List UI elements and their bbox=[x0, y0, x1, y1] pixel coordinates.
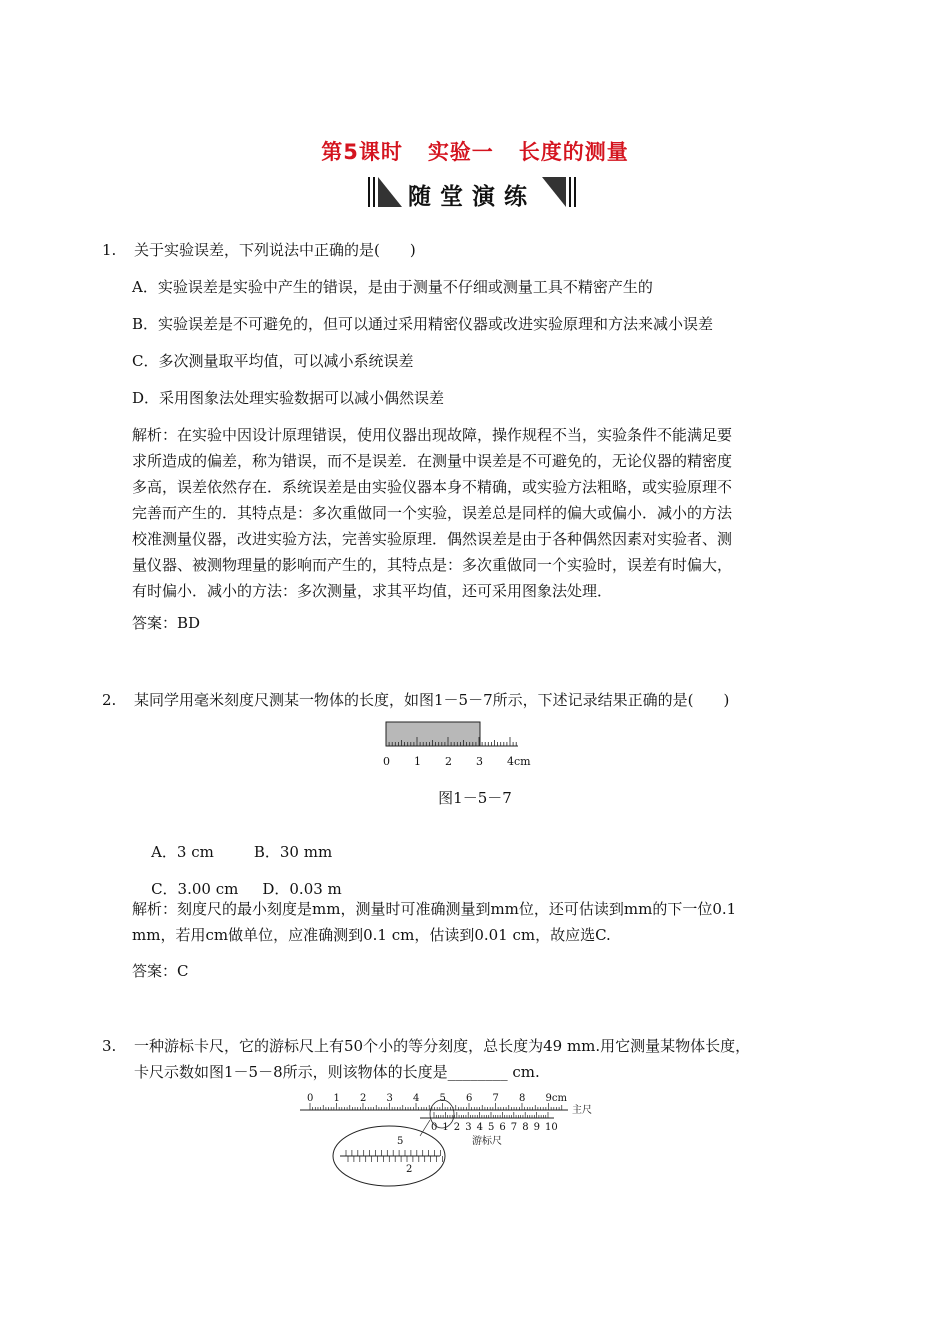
q2-answer: 答案：C bbox=[132, 962, 189, 980]
q2-analysis bbox=[132, 896, 812, 948]
vernier-tick-label: 7 bbox=[510, 1122, 518, 1133]
ruler-tick-label: 0 bbox=[383, 755, 390, 768]
title-experiment: 实验一 bbox=[427, 140, 494, 164]
main-scale-tick-label: 9cm bbox=[545, 1093, 567, 1104]
vernier-tick-label: 1 bbox=[442, 1122, 449, 1133]
vernier-diagram bbox=[296, 1092, 606, 1192]
main-scale-tick-label: 8 bbox=[519, 1093, 526, 1104]
q1-option-a: A．实验误差是实验中产生的错误，是由于测量不仔细或测量工具不精密产生的 bbox=[132, 278, 653, 296]
stem-line: 卡尺示数如图1－5－8所示，则该物体的长度是________ cm. bbox=[134, 1063, 540, 1081]
main-scale-tick-label: 4 bbox=[413, 1093, 420, 1104]
analysis-line: 校准测量仪器，改进实验方法，完善实验原理．偶然误差是由于各种偶然因素对实验者、测 bbox=[132, 530, 733, 548]
question-3-stem bbox=[134, 1033, 834, 1085]
title-topic: 长度的测量 bbox=[518, 140, 629, 164]
vernier-tick-label: 0 bbox=[431, 1122, 438, 1133]
question-2-stem: 某同学用毫米刻度尺测某一物体的长度，如图1－5－7所示，下述记录结果正确的是( ) bbox=[134, 691, 730, 709]
stem-line: 一种游标卡尺，它的游标尺上有50个小的等分刻度，总长度为49 mm.用它测量某物体长度， bbox=[134, 1037, 751, 1055]
analysis-line: 解析：刻度尺的最小刻度是mm，测量时可准确测量到mm位，还可估读到mm的下一位0.1 bbox=[132, 900, 737, 918]
main-scale-tick-label: 2 bbox=[360, 1093, 367, 1104]
q2-option-a: A．3 cm bbox=[151, 843, 214, 861]
figure-caption: 图1－5－7 bbox=[438, 789, 512, 807]
vernier-scale-label: 游标尺 bbox=[472, 1136, 502, 1147]
ruler-tick-label: 4cm bbox=[507, 755, 531, 768]
q1-answer: 答案：BD bbox=[132, 614, 201, 632]
ruler-tick-label: 1 bbox=[414, 755, 421, 768]
title-lesson: 第5课时 bbox=[321, 140, 403, 164]
vernier-tick-label: 2 bbox=[453, 1122, 461, 1133]
main-scale-tick-label: 6 bbox=[466, 1093, 473, 1104]
main-scale-tick-label: 3 bbox=[386, 1093, 393, 1104]
zoom-label-bottom: 2 bbox=[406, 1164, 413, 1175]
analysis-line: 多高，误差依然存在．系统误差是由实验仪器本身不精确，或实验方法粗略，或实验原理不 bbox=[132, 478, 733, 496]
q1-option-b: B．实验误差是不可避免的，但可以通过采用精密仪器或改进实验原理和方法来减小误差 bbox=[132, 315, 714, 333]
main-scale-label: 主尺 bbox=[572, 1105, 592, 1116]
ruler-diagram bbox=[376, 718, 532, 774]
ruler-tick-label: 3 bbox=[476, 755, 483, 768]
vernier-tick-label: 3 bbox=[465, 1122, 472, 1133]
analysis-line: 求所造成的偏差，称为错误，而不是误差．在测量中误差是不可避免的，无论仪器的精密度 bbox=[132, 452, 733, 470]
ruler-tick-label: 2 bbox=[445, 755, 452, 768]
question-1-stem: 关于实验误差，下列说法中正确的是( ) bbox=[134, 241, 416, 259]
analysis-line: 解析：在实验中因设计原理错误，使用仪器出现故障，操作规程不当，实验条件不能满足要 bbox=[132, 426, 733, 444]
main-scale-tick-label: 5 bbox=[439, 1093, 446, 1104]
q2-option-c: C．3.00 cm bbox=[151, 880, 239, 898]
analysis-line: mm，若用cm做单位，应准确测到0.1 cm，估读到0.01 cm，故应选C. bbox=[132, 926, 611, 944]
question-number: 3. bbox=[102, 1037, 117, 1055]
main-scale-tick-label: 0 bbox=[307, 1093, 314, 1104]
q1-option-c: C．多次测量取平均值，可以减小系统误差 bbox=[132, 352, 414, 370]
vernier-tick-label: 10 bbox=[545, 1122, 558, 1133]
q2-option-d: D．0.03 m bbox=[262, 880, 342, 898]
analysis-line: 有时偏小．减小的方法：多次测量，求其平均值，还可采用图象法处理． bbox=[132, 582, 613, 600]
question-number: 1. bbox=[102, 241, 117, 259]
q2-option-b: B．30 mm bbox=[253, 843, 333, 861]
vernier-caliper-figure bbox=[296, 1092, 606, 1192]
vernier-tick-label: 4 bbox=[476, 1122, 483, 1133]
vernier-tick-label: 6 bbox=[499, 1122, 506, 1133]
main-scale-tick-label: 1 bbox=[333, 1093, 340, 1104]
analysis-line: 完善而产生的．其特点是：多次重做同一个实验，误差总是同样的偏大或偏小．减小的方法 bbox=[132, 504, 733, 522]
banner-text: 随堂演练 bbox=[408, 184, 536, 210]
vernier-tick-label: 8 bbox=[522, 1122, 529, 1133]
q1-analysis bbox=[132, 422, 812, 604]
q1-option-d: D．采用图象法处理实验数据可以减小偶然误差 bbox=[132, 389, 445, 407]
vernier-tick-label: 5 bbox=[488, 1122, 495, 1133]
page-title bbox=[0, 136, 950, 166]
analysis-line: 量仪器、被测物理量的影响而产生的，其特点是：多次重做同一个实验时，误差有时偏大， bbox=[132, 556, 733, 574]
ruler-figure bbox=[376, 718, 532, 774]
question-number: 2. bbox=[102, 691, 117, 709]
section-banner bbox=[366, 176, 578, 210]
main-scale-tick-label: 7 bbox=[492, 1093, 499, 1104]
zoom-label-top: 5 bbox=[397, 1136, 404, 1147]
vernier-tick-label: 9 bbox=[533, 1122, 540, 1133]
